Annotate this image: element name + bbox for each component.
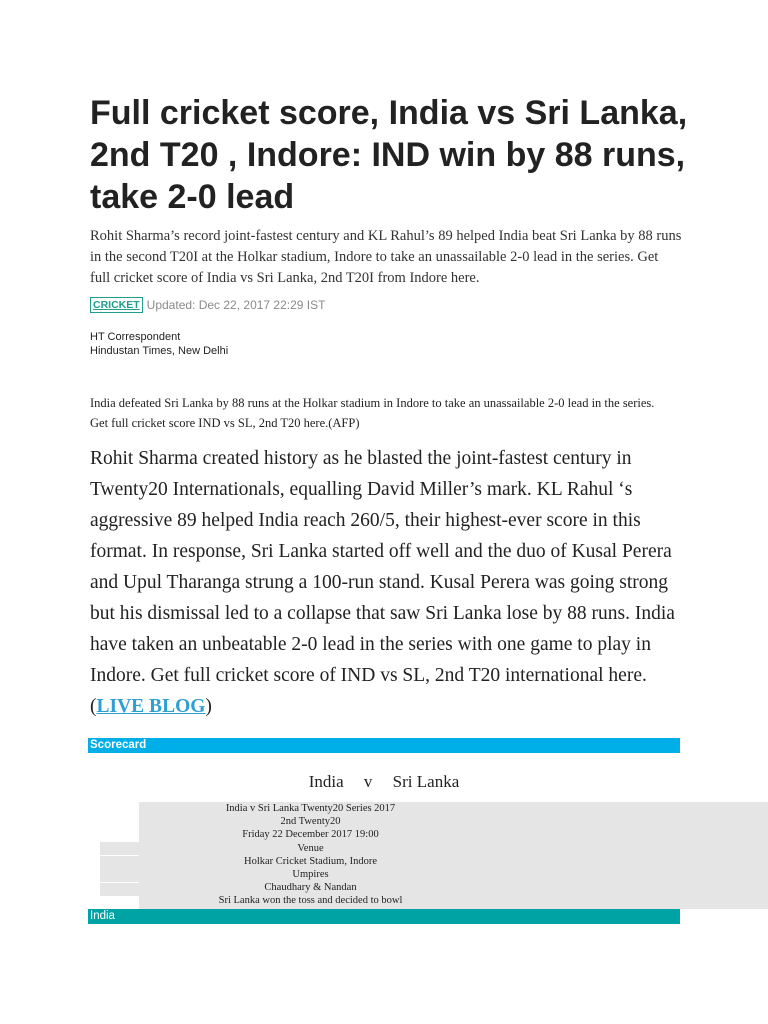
publication-name: Hindustan Times, New Delhi	[90, 345, 229, 357]
category-tag[interactable]: CRICKET	[90, 297, 143, 313]
author-name: HT Correspondent	[90, 331, 181, 343]
venue-label: Venue	[297, 842, 324, 854]
image-caption: India defeated Sri Lanka by 88 runs at the Holkar stadium in Indore to take an unassailable 2-0 lead in the series. Get full cricket score IND vs SL, 2nd T20 here.(AFP)	[90, 396, 655, 430]
team-home: India	[308, 772, 344, 791]
toss-result: Sri Lanka won the toss and decided to bowl	[218, 895, 403, 907]
article-body	[90, 443, 690, 722]
article-headline: Full cricket score, India vs Sri Lanka, 2nd T20 , Indore: IND win by 88 runs, take 2-0 lead	[90, 94, 688, 216]
match-number: 2nd Twenty20	[280, 816, 341, 828]
team-away: Sri Lanka	[392, 772, 460, 791]
match-teams	[0, 772, 768, 792]
byline	[90, 330, 228, 358]
scorecard-header: Scorecard	[88, 738, 680, 753]
body-paragraph-text: Rohit Sharma created history as he blasted the joint-fastest century in Twenty20 Internationals, equalling David Miller’s mark. KL Rahul ‘s aggressive 89 helped India reach 260/5, their highest-ever score in this format. In response, Sri Lanka started off well and the duo of Kusal Perera and Upul Tharanga strung a 100-run stand. Kusal Perera was going strong but his dismissal led to a collapse that saw Sri Lanka lose by 88 runs. India have taken an unbeatable 2-0 lead in the series with one game to play in Indore. Get full cricket score of IND vs SL, 2nd T20 international here. (	[90, 448, 675, 717]
match-info-lines	[0, 802, 623, 908]
live-blog-link[interactable]: LIVE BLOG	[96, 696, 206, 717]
article-summary: Rohit Sharma’s record joint-fastest century and KL Rahul’s 89 helped India beat Sri Lanka by 88 runs in the second T20I at the Holkar stadium, Indore to take an unassailable 2-0 lead in the series. Get full cricket score of India vs Sri Lanka, 2nd T20I from Indore here.	[90, 228, 682, 286]
umpires-names: Chaudhary & Nandan	[264, 882, 357, 894]
versus-label: v	[363, 772, 373, 791]
venue-name: Holkar Cricket Stadium, Indore	[244, 855, 377, 867]
updated-timestamp: Updated: Dec 22, 2017 22:29 IST	[146, 298, 326, 312]
body-paragraph-end: )	[205, 696, 212, 717]
umpires-label: Umpires	[292, 869, 329, 881]
innings-header: India	[88, 909, 680, 924]
match-date: Friday 22 December 2017 19:00	[242, 829, 379, 841]
series-name: India v Sri Lanka Twenty20 Series 2017	[225, 803, 396, 814]
article-meta	[90, 297, 325, 313]
